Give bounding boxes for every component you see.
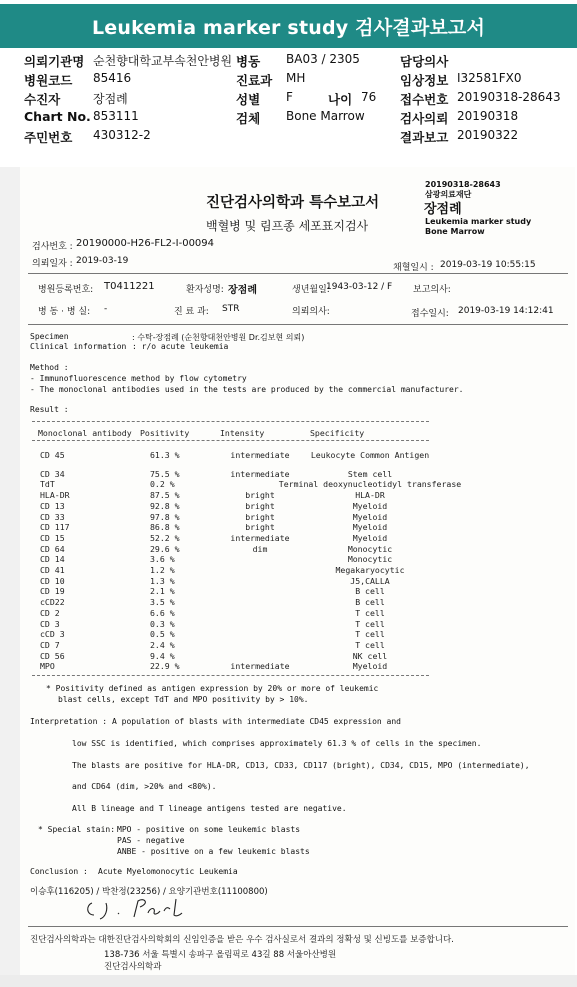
clinical-value: : r/o acute leukemia [132, 342, 229, 351]
ward: - [104, 304, 108, 314]
info-label: Chart No. [24, 109, 91, 124]
cell-specificity: J5,CALLA [350, 575, 390, 586]
clinical-label: Clinical information [30, 342, 127, 351]
footer-address: 138-736 서울 특별시 송파구 올림픽로 43길 88 서울아산병원 [104, 950, 337, 960]
info-value: 430312-2 [93, 128, 151, 142]
method-label: Method : [30, 363, 69, 372]
recv-label: 접수일시: [411, 309, 449, 319]
info-label: 성별 [236, 92, 261, 107]
header-rule [28, 273, 568, 274]
info-label: 의뢰기관명 [24, 54, 85, 69]
special-stain-line: MPO - positive on some leukemic blasts [117, 825, 301, 834]
scan-bottom-edge [0, 975, 577, 987]
interpretation-label: Interpretation : [30, 717, 108, 726]
footer-statement: 진단검사의학과는 대한진단검사의학회의 신임인증을 받은 우수 검사실로서 결과의 정확성 및 신빙도를 보증합니다. [30, 935, 454, 945]
info-label: 검사의뢰 [400, 111, 449, 126]
cell-antibody: CD 56 [40, 650, 65, 661]
patient-name: 장점례 [228, 285, 257, 296]
interpretation-line: The blasts are positive for HLA-DR, CD13, CD33, CD117 (bright), CD34, CD15, MPO (intermediate), [72, 761, 530, 770]
banner-title: Leukemia marker study 검사결과보고서 [91, 16, 486, 39]
cell-antibody: cCD 3 [40, 629, 65, 640]
table-rule [32, 675, 429, 676]
info-label: 주민번호 [24, 130, 73, 145]
cell-intensity: bright [245, 490, 275, 501]
cell-specificity: Myeloid [352, 522, 388, 533]
info-label: 검체 [236, 111, 261, 126]
dob-label: 생년월일: [292, 285, 330, 295]
info-label: 나이 [328, 92, 353, 107]
cell-specificity: T cell [355, 618, 385, 629]
footer-rule [28, 926, 568, 927]
conclusion-label: Conclusion : [30, 867, 88, 876]
patient-label: 환자성명: [186, 285, 224, 295]
table-header: Intensity [220, 428, 265, 438]
cell-antibody: cCD22 [40, 597, 65, 608]
cell-specificity: Monocytic [347, 554, 393, 565]
info-value: 853111 [93, 109, 139, 123]
cell-positivity: 0.2 % [150, 479, 175, 490]
cell-specificity: Stem cell [347, 468, 393, 479]
info-value: 76 [361, 90, 377, 104]
info-row [0, 52, 577, 71]
info-label: 접수번호 [400, 92, 449, 107]
cell-intensity: bright [245, 511, 275, 522]
cell-antibody: CD 19 [40, 586, 65, 597]
info-label: 병동 [236, 54, 261, 69]
special-stain-line: ANBE - positive on a few leukemic blasts [117, 847, 310, 856]
report-subtitle: 백혈병 및 림프종 세포표지검사 [206, 219, 369, 233]
handwritten-signature [84, 895, 194, 921]
cell-antibody: CD 2 [40, 607, 60, 618]
info-row [0, 128, 577, 147]
cell-positivity: 6.6 % [150, 607, 175, 618]
table-rule [32, 440, 429, 441]
cell-specificity: Monocytic [347, 543, 393, 554]
signers: 이승후(116205) / 박찬정(23256) / 요양기관번호(11100800) [30, 887, 268, 897]
cell-antibody: CD 3 [40, 618, 60, 629]
cell-antibody: CD 7 [40, 639, 60, 650]
interpretation-line: and CD64 (dim, >20% and <80%). [72, 782, 217, 791]
info-label: 진료과 [236, 73, 273, 88]
cell-positivity: 1.2 % [150, 565, 175, 575]
report-banner [0, 4, 577, 48]
report-by-label: 보고의사: [413, 285, 451, 295]
stamp-org: 삼광의료재단 [425, 190, 472, 199]
stamp-test: Leukemia marker study [425, 217, 532, 226]
info-label: 결과보고 [400, 130, 449, 145]
info-label: 담당의사 [400, 54, 449, 69]
footer-dept: 진단검사의학과 [104, 962, 162, 972]
cell-intensity: dim [252, 543, 268, 554]
cell-specificity: T cell [355, 639, 385, 650]
info-label: 임상정보 [400, 73, 449, 88]
info-value: Bone Marrow [286, 109, 365, 123]
scanned-report [20, 167, 575, 975]
cell-specificity: Myeloid [352, 532, 388, 543]
cell-specificity: Terminal deoxynucleotidyl transferase [278, 479, 462, 490]
cell-positivity: 2.4 % [150, 639, 175, 650]
cell-positivity: 2.1 % [150, 586, 175, 597]
special-stain-label: * Special stain: [38, 825, 116, 834]
cell-positivity: 52.2 % [150, 532, 180, 543]
cell-antibody: TdT [40, 479, 55, 490]
cell-specificity: Leukocyte Common Antigen [310, 450, 430, 460]
info-value: BA03 / 2305 [286, 52, 360, 66]
collect-label: 채혈일시 : [393, 263, 434, 273]
result-label: Result : [30, 405, 69, 414]
cell-antibody: HLA-DR [40, 490, 70, 501]
cell-antibody: CD 13 [40, 500, 65, 511]
cell-specificity: B cell [355, 586, 385, 597]
specimen-value: : 수탁-장점례 (순천향대천안병원 Dr.김보현 의뢰) [132, 333, 305, 342]
cell-antibody: CD 117 [40, 522, 70, 533]
cell-positivity: 86.8 % [150, 522, 180, 533]
report-title: 진단검사의학과 특수보고서 [206, 195, 380, 211]
cell-antibody: MPO [40, 661, 55, 672]
cell-antibody: CD 34 [40, 468, 65, 479]
info-label: 병원코드 [24, 73, 73, 88]
table-header: Specificity [310, 428, 365, 438]
dept: STR [222, 304, 240, 314]
reg-no: T0411221 [104, 281, 155, 292]
reg-no-label: 병원등록번호: [38, 285, 94, 295]
stamp-patient-name: 장점례 [424, 202, 462, 217]
cell-positivity: 9.4 % [150, 650, 175, 661]
cell-specificity: Myeloid [352, 511, 388, 522]
method-line: - Immunofluorescence method by flow cytometry [30, 374, 247, 383]
header-rule [28, 324, 568, 325]
cell-intensity: intermediate [230, 661, 290, 672]
cell-positivity: 61.3 % [150, 450, 180, 460]
positivity-note: blast cells, except TdT and MPO positivity by > 10%. [58, 695, 309, 704]
cell-specificity: T cell [355, 607, 385, 618]
cell-antibody: CD 64 [40, 543, 65, 554]
cell-positivity: 97.8 % [150, 511, 180, 522]
info-value: F [286, 90, 293, 104]
stamp-specimen: Bone Marrow [425, 227, 485, 236]
cell-positivity: 29.6 % [150, 543, 180, 554]
cell-intensity: intermediate [230, 532, 290, 543]
table-header: Positivity [140, 428, 190, 438]
cell-antibody: CD 45 [40, 450, 65, 460]
positivity-note: * Positivity defined as antigen expression by 20% or more of leukemic [46, 684, 379, 693]
cell-specificity: Megakaryocytic [335, 565, 405, 575]
specimen-label: Specimen [30, 332, 69, 341]
info-label: 수진자 [24, 92, 61, 107]
table-header: Monoclonal antibody [38, 428, 132, 438]
interpretation-line: low SSC is identified, which comprises approximately 61.3 % of cells in the specimen. [72, 739, 482, 748]
cell-specificity: T cell [355, 629, 385, 640]
cell-specificity: Myeloid [352, 500, 388, 511]
cell-positivity: 87.5 % [150, 490, 180, 501]
cell-positivity: 75.5 % [150, 468, 180, 479]
dob: 1943-03-12 / F [326, 282, 393, 292]
cell-antibody: CD 14 [40, 554, 65, 565]
info-value: 20190318 [457, 109, 519, 123]
interpretation-line: A population of blasts with intermediate CD45 expression and [112, 717, 401, 726]
patient-info [0, 52, 577, 147]
cell-intensity: intermediate [230, 450, 290, 460]
collect-datetime: 2019-03-19 10:55:15 [440, 260, 536, 270]
cell-specificity: Myeloid [352, 661, 388, 672]
scan-gutter [0, 167, 20, 975]
interpretation-line: All B lineage and T lineage antigens tested are negative. [72, 804, 347, 813]
info-value: 순천향대학교부속천안병원 [93, 54, 233, 68]
cell-positivity: 3.6 % [150, 554, 175, 565]
cell-antibody: CD 41 [40, 565, 65, 575]
info-value: 장점례 [93, 92, 128, 106]
table-rule [32, 421, 429, 422]
info-row [0, 109, 577, 128]
info-value: I32581FX0 [457, 71, 522, 85]
cell-specificity: HLA-DR [355, 490, 385, 501]
method-line: - The monoclonal antibodies used in the tests are produced by the commercial manufacturer. [30, 385, 464, 394]
info-row [0, 71, 577, 90]
cell-antibody: CD 10 [40, 575, 65, 586]
cell-positivity: 22.9 % [150, 661, 180, 672]
cell-antibody: CD 33 [40, 511, 65, 522]
info-value: 20190318-28643 [457, 90, 561, 104]
cell-positivity: 92.8 % [150, 500, 180, 511]
cell-positivity: 0.3 % [150, 618, 175, 629]
cell-intensity: bright [245, 500, 275, 511]
cell-intensity: intermediate [230, 468, 290, 479]
info-value: 20190322 [457, 128, 519, 142]
cell-positivity: 1.3 % [150, 575, 175, 586]
cell-specificity: B cell [355, 597, 385, 608]
cell-intensity: bright [245, 522, 275, 533]
recv-datetime: 2019-03-19 14:12:41 [458, 306, 554, 316]
cell-positivity: 3.5 % [150, 597, 175, 608]
conclusion: Acute Myelomonocytic Leukemia [98, 867, 238, 876]
info-row [0, 90, 577, 109]
info-value: 85416 [93, 71, 132, 85]
info-value: MH [286, 71, 306, 85]
exam-no-label: 검사번호 : [32, 242, 73, 252]
stamp-number: 20190318-28643 [425, 180, 501, 189]
request-date-label: 의뢰일자 : [32, 259, 73, 269]
dept-label: 진 료 과: [174, 307, 209, 317]
doctor-label: 의뢰의사: [292, 307, 330, 317]
ward-label: 병 동 · 병 실: [38, 307, 91, 317]
cell-antibody: CD 15 [40, 532, 65, 543]
exam-no: 20190000-H26-FL2-I-00094 [76, 238, 215, 249]
cell-specificity: NK cell [352, 650, 388, 661]
request-date: 2019-03-19 [76, 256, 129, 266]
cell-positivity: 0.5 % [150, 629, 175, 640]
special-stain-line: PAS - negative [117, 836, 185, 845]
